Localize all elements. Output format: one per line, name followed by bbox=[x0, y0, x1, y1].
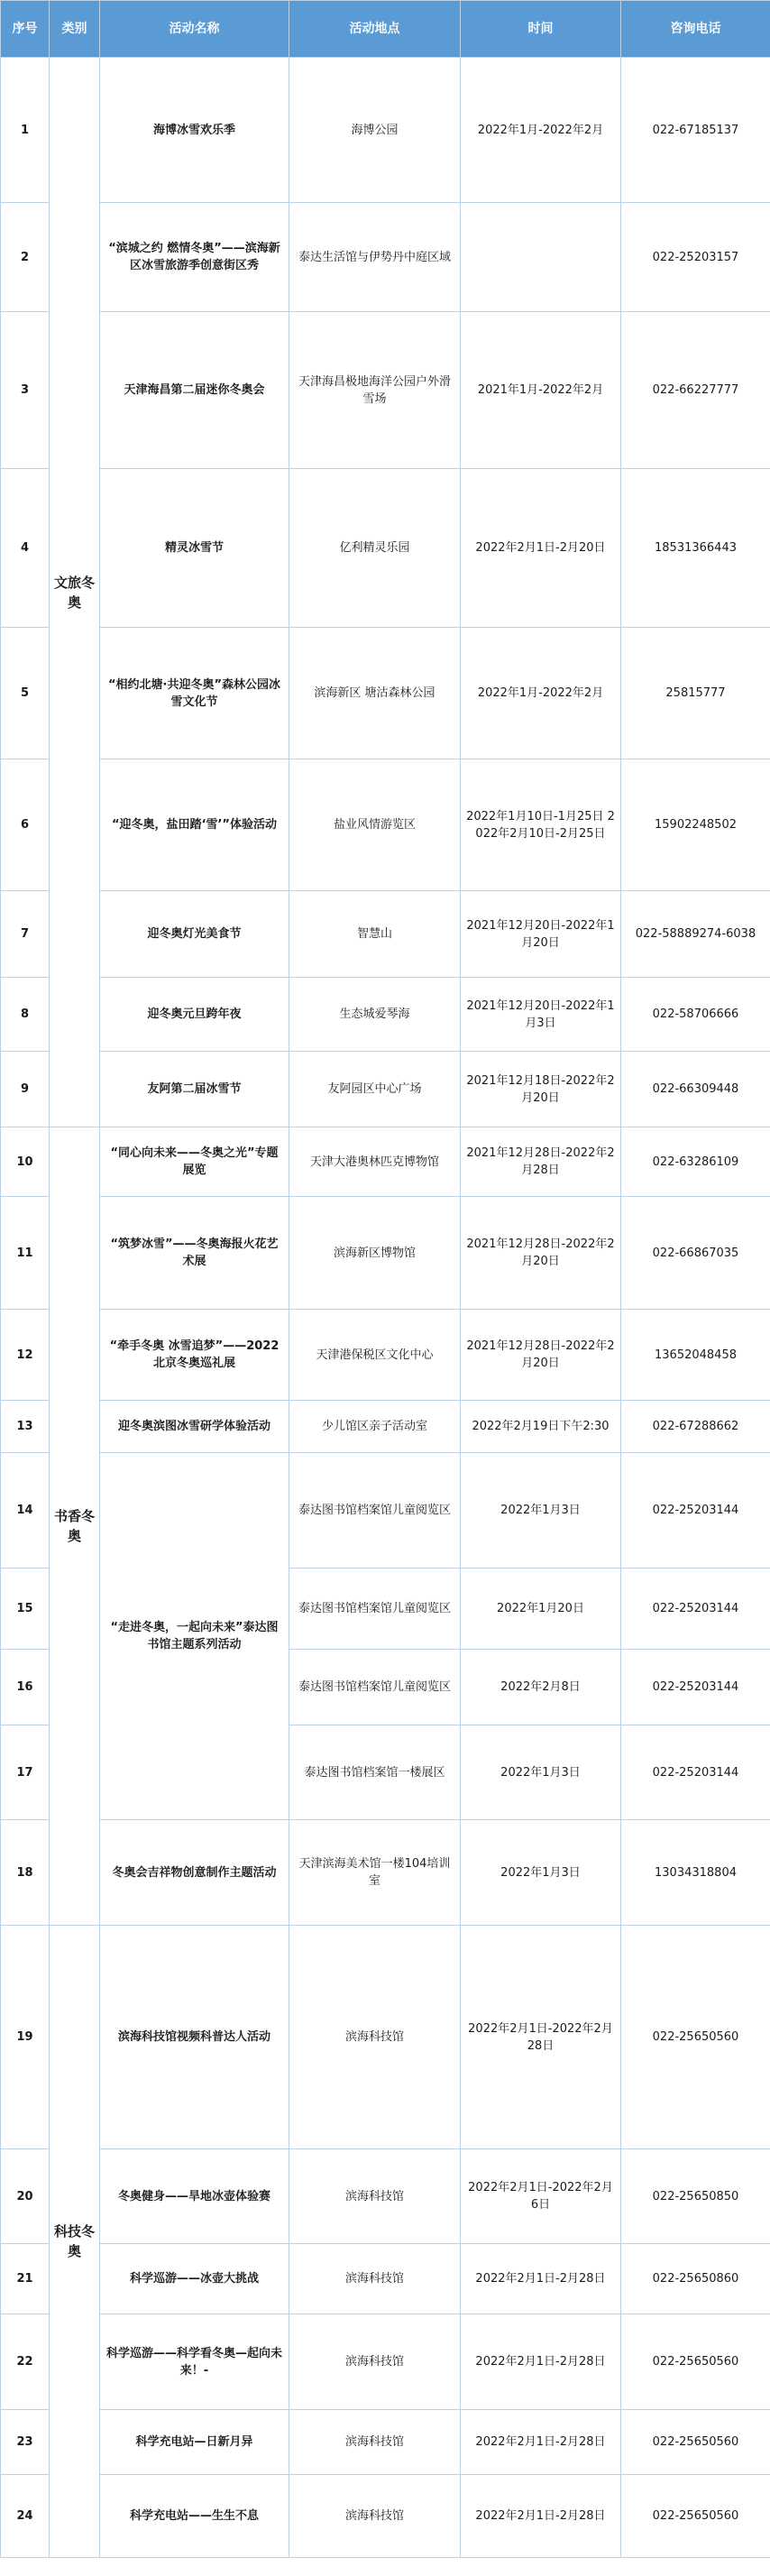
activity-name: 冬奥健身——旱地冰壶体验赛 bbox=[100, 2149, 289, 2244]
activity-place: 泰达图书馆档案馆一楼展区 bbox=[289, 1725, 461, 1820]
activity-place: 滨海科技馆 bbox=[289, 2244, 461, 2314]
row-no: 13 bbox=[1, 1401, 50, 1453]
row-no: 2 bbox=[1, 203, 50, 312]
contact-phone: 13034318804 bbox=[621, 1820, 770, 1926]
table-row bbox=[1, 891, 770, 978]
activity-place: 滨海新区博物馆 bbox=[289, 1197, 461, 1310]
contact-phone: 022-25650560 bbox=[621, 1926, 770, 2149]
activity-name: 滨海科技馆视频科普达人活动 bbox=[100, 1926, 289, 2149]
activity-place: 滨海科技馆 bbox=[289, 2314, 461, 2410]
activity-time: 2022年1月10日-1月25日 2022年2月10日-2月25日 bbox=[461, 759, 621, 891]
activity-place: 滨海科技馆 bbox=[289, 2149, 461, 2244]
activity-name: 冬奥会吉祥物创意制作主题活动 bbox=[100, 1820, 289, 1926]
activity-place: 盐业风情游览区 bbox=[289, 759, 461, 891]
row-no: 11 bbox=[1, 1197, 50, 1310]
activity-name: 科学充电站—日新月异 bbox=[100, 2410, 289, 2475]
activity-time: 2022年2月1日-2月28日 bbox=[461, 2410, 621, 2475]
activity-place: 天津港保税区文化中心 bbox=[289, 1310, 461, 1401]
header-category: 类别 bbox=[50, 1, 100, 58]
row-no: 9 bbox=[1, 1052, 50, 1127]
row-no: 3 bbox=[1, 312, 50, 469]
contact-phone: 022-66227777 bbox=[621, 312, 770, 469]
activity-place: 天津滨海美术馆一楼104培训室 bbox=[289, 1820, 461, 1926]
activity-time: 2022年1月3日 bbox=[461, 1453, 621, 1569]
activity-name: “牵手冬奥 冰雪追梦”——2022北京冬奥巡礼展 bbox=[100, 1310, 289, 1401]
row-no: 8 bbox=[1, 978, 50, 1052]
activity-place: 生态城爱琴海 bbox=[289, 978, 461, 1052]
table-row bbox=[1, 1453, 770, 1569]
activity-time: 2021年12月28日-2022年2月20日 bbox=[461, 1310, 621, 1401]
activity-place: 少儿馆区亲子活动室 bbox=[289, 1401, 461, 1453]
table-row bbox=[1, 1310, 770, 1401]
activity-time: 2022年2月1日-2月28日 bbox=[461, 2475, 621, 2558]
table-row bbox=[1, 759, 770, 891]
table-row bbox=[1, 312, 770, 469]
contact-phone: 022-67185137 bbox=[621, 58, 770, 203]
activity-time: 2022年2月1日-2月28日 bbox=[461, 2314, 621, 2410]
activity-time: 2021年12月28日-2022年2月28日 bbox=[461, 1127, 621, 1197]
activity-name: 科学巡游——科学看冬奥—起向未来！- bbox=[100, 2314, 289, 2410]
activity-time: 2022年2月8日 bbox=[461, 1650, 621, 1725]
activity-name: 天津海昌第二届迷你冬奥会 bbox=[100, 312, 289, 469]
row-no: 10 bbox=[1, 1127, 50, 1197]
table-row bbox=[1, 1820, 770, 1926]
row-no: 21 bbox=[1, 2244, 50, 2314]
contact-phone: 13652048458 bbox=[621, 1310, 770, 1401]
row-no: 19 bbox=[1, 1926, 50, 2149]
activity-time: 2021年12月28日-2022年2月20日 bbox=[461, 1197, 621, 1310]
activity-time: 2022年1月20日 bbox=[461, 1569, 621, 1650]
table-row bbox=[1, 1197, 770, 1310]
row-no: 18 bbox=[1, 1820, 50, 1926]
table-row bbox=[1, 1401, 770, 1453]
contact-phone: 022-66309448 bbox=[621, 1052, 770, 1127]
activity-time: 2021年12月18日-2022年2月20日 bbox=[461, 1052, 621, 1127]
category-science: 科技冬奥 bbox=[50, 1926, 100, 2558]
activity-place: 泰达生活馆与伊势丹中庭区域 bbox=[289, 203, 461, 312]
table-row bbox=[1, 1127, 770, 1197]
row-no: 16 bbox=[1, 1650, 50, 1725]
activity-name: “滨城之约 燃情冬奥”——滨海新区冰雪旅游季创意街区秀 bbox=[100, 203, 289, 312]
table-row bbox=[1, 469, 770, 628]
table-row bbox=[1, 2475, 770, 2558]
contact-phone: 022-25203144 bbox=[621, 1569, 770, 1650]
table-row bbox=[1, 628, 770, 759]
row-no: 20 bbox=[1, 2149, 50, 2244]
activity-time: 2022年1月-2022年2月 bbox=[461, 628, 621, 759]
table-row bbox=[1, 2149, 770, 2244]
activity-name: 迎冬奥元旦跨年夜 bbox=[100, 978, 289, 1052]
header-place: 活动地点 bbox=[289, 1, 461, 58]
row-no: 1 bbox=[1, 58, 50, 203]
contact-phone: 25815777 bbox=[621, 628, 770, 759]
activity-name: 科学充电站——生生不息 bbox=[100, 2475, 289, 2558]
activity-name: 科学巡游——冰壶大挑战 bbox=[100, 2244, 289, 2314]
activity-time: 2021年1月-2022年2月 bbox=[461, 312, 621, 469]
row-no: 24 bbox=[1, 2475, 50, 2558]
activity-place: 泰达图书馆档案馆儿童阅览区 bbox=[289, 1650, 461, 1725]
row-no: 4 bbox=[1, 469, 50, 628]
table-header-row bbox=[1, 1, 770, 58]
activity-place: 智慧山 bbox=[289, 891, 461, 978]
activity-time: 2022年2月19日下午2:30 bbox=[461, 1401, 621, 1453]
activity-name: 海博冰雪欢乐季 bbox=[100, 58, 289, 203]
table-row bbox=[1, 978, 770, 1052]
contact-phone: 022-25650560 bbox=[621, 2410, 770, 2475]
activity-name: “走进冬奥，一起向未来”泰达图书馆主题系列活动 bbox=[100, 1453, 289, 1820]
contact-phone: 022-25203157 bbox=[621, 203, 770, 312]
activity-place: 泰达图书馆档案馆儿童阅览区 bbox=[289, 1453, 461, 1569]
activity-place: 滨海科技馆 bbox=[289, 2410, 461, 2475]
contact-phone: 15902248502 bbox=[621, 759, 770, 891]
header-name: 活动名称 bbox=[100, 1, 289, 58]
category-tourism: 文旅冬奥 bbox=[50, 58, 100, 1127]
contact-phone: 022-25650860 bbox=[621, 2244, 770, 2314]
activity-name: “迎冬奥，盐田踏‘雪’”体验活动 bbox=[100, 759, 289, 891]
activity-place: 天津大港奥林匹克博物馆 bbox=[289, 1127, 461, 1197]
activity-time bbox=[461, 203, 621, 312]
contact-phone: 022-63286109 bbox=[621, 1127, 770, 1197]
activity-name: 迎冬奥灯光美食节 bbox=[100, 891, 289, 978]
row-no: 6 bbox=[1, 759, 50, 891]
contact-phone: 022-25203144 bbox=[621, 1453, 770, 1569]
contact-phone: 022-25203144 bbox=[621, 1650, 770, 1725]
contact-phone: 022-25650850 bbox=[621, 2149, 770, 2244]
row-no: 17 bbox=[1, 1725, 50, 1820]
activity-time: 2022年2月1日-2月28日 bbox=[461, 2244, 621, 2314]
activity-place: 滨海科技馆 bbox=[289, 1926, 461, 2149]
activity-place: 滨海新区 塘沽森林公园 bbox=[289, 628, 461, 759]
activity-time: 2021年12月20日-2022年1月3日 bbox=[461, 978, 621, 1052]
table-row bbox=[1, 2244, 770, 2314]
row-no: 14 bbox=[1, 1453, 50, 1569]
category-books: 书香冬奥 bbox=[50, 1127, 100, 1926]
contact-phone: 022-25203144 bbox=[621, 1725, 770, 1820]
contact-phone: 022-67288662 bbox=[621, 1401, 770, 1453]
row-no: 7 bbox=[1, 891, 50, 978]
contact-phone: 022-58889274-6038 bbox=[621, 891, 770, 978]
activity-place: 海博公园 bbox=[289, 58, 461, 203]
row-no: 23 bbox=[1, 2410, 50, 2475]
activity-name: “同心向未来——冬奥之光”专题展览 bbox=[100, 1127, 289, 1197]
activity-name: 迎冬奥滨图冰雪研学体验活动 bbox=[100, 1401, 289, 1453]
activity-name: 精灵冰雪节 bbox=[100, 469, 289, 628]
activity-name: 友阿第二届冰雪节 bbox=[100, 1052, 289, 1127]
activity-place: 泰达图书馆档案馆儿童阅览区 bbox=[289, 1569, 461, 1650]
activity-time: 2022年2月1日-2022年2月6日 bbox=[461, 2149, 621, 2244]
activity-name: “筑梦冰雪”——冬奥海报火花艺术展 bbox=[100, 1197, 289, 1310]
row-no: 12 bbox=[1, 1310, 50, 1401]
table-row bbox=[1, 1052, 770, 1127]
contact-phone: 022-25650560 bbox=[621, 2314, 770, 2410]
contact-phone: 022-25650560 bbox=[621, 2475, 770, 2558]
activity-time: 2022年1月3日 bbox=[461, 1725, 621, 1820]
contact-phone: 18531366443 bbox=[621, 469, 770, 628]
activity-time: 2022年1月-2022年2月 bbox=[461, 58, 621, 203]
contact-phone: 022-58706666 bbox=[621, 978, 770, 1052]
table-row bbox=[1, 203, 770, 312]
header-no: 序号 bbox=[1, 1, 50, 58]
row-no: 5 bbox=[1, 628, 50, 759]
activity-place: 友阿园区中心广场 bbox=[289, 1052, 461, 1127]
header-phone: 咨询电话 bbox=[621, 1, 770, 58]
header-time: 时间 bbox=[461, 1, 621, 58]
table-row bbox=[1, 58, 770, 203]
activity-place: 亿利精灵乐园 bbox=[289, 469, 461, 628]
contact-phone: 022-66867035 bbox=[621, 1197, 770, 1310]
row-no: 22 bbox=[1, 2314, 50, 2410]
activity-time: 2022年1月3日 bbox=[461, 1820, 621, 1926]
activity-place: 滨海科技馆 bbox=[289, 2475, 461, 2558]
activity-place: 天津海昌极地海洋公园户外滑雪场 bbox=[289, 312, 461, 469]
table-row bbox=[1, 1926, 770, 2149]
table-row bbox=[1, 2410, 770, 2475]
activity-name: “相约北塘·共迎冬奥”森林公园冰雪文化节 bbox=[100, 628, 289, 759]
activity-time: 2022年2月1日-2022年2月28日 bbox=[461, 1926, 621, 2149]
activity-time: 2022年2月1日-2月20日 bbox=[461, 469, 621, 628]
activity-time: 2021年12月20日-2022年1月20日 bbox=[461, 891, 621, 978]
row-no: 15 bbox=[1, 1569, 50, 1650]
table-row bbox=[1, 2314, 770, 2410]
